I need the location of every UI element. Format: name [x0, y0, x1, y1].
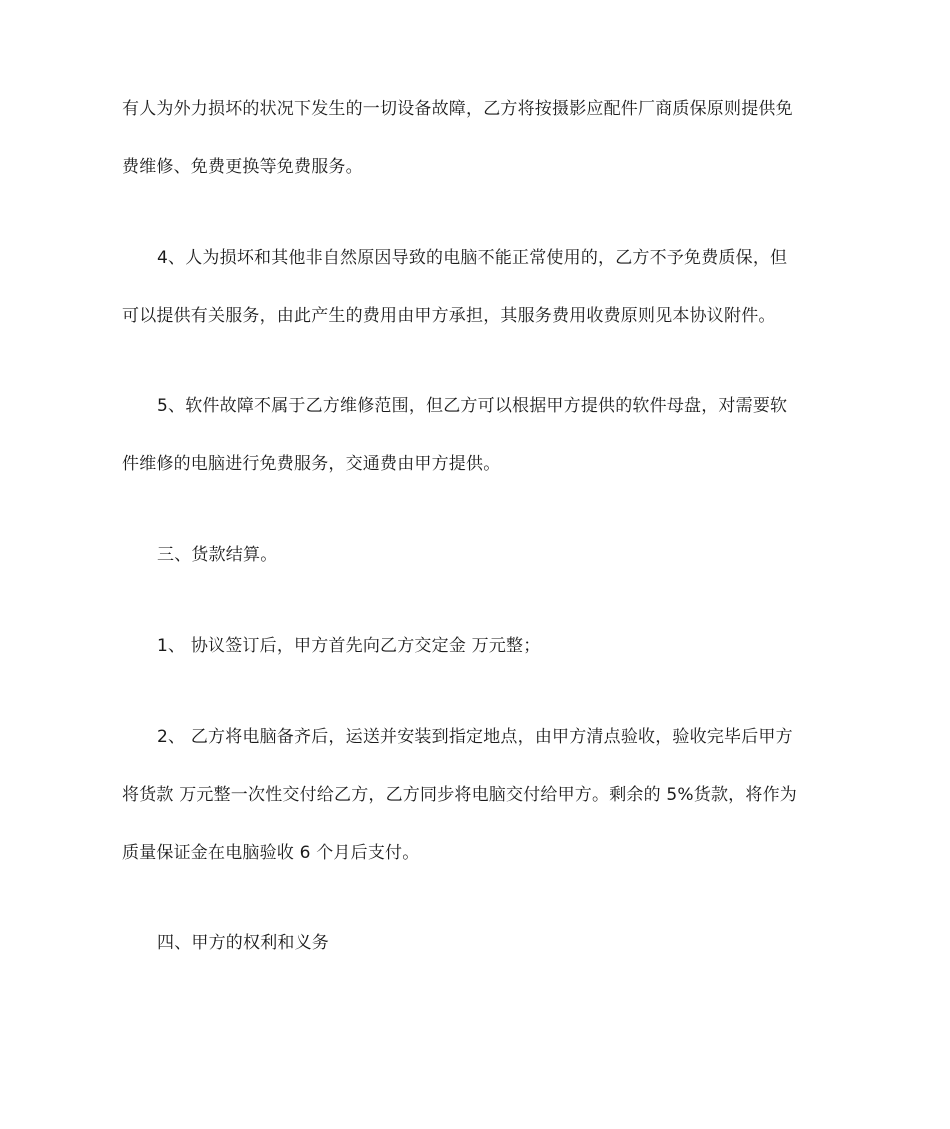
text-line: 件维修的电脑进行免费服务，交通费由甲方提供。 [122, 454, 501, 474]
payment-clause-1: 1、 协议签订后，甲方首先向乙方交定金 万元整； [157, 636, 541, 656]
clause-4-line: 4、人为损坏和其他非自然原因导致的电脑不能正常使用的，乙方不予免费质保，但 [157, 248, 788, 268]
text-line: 有人为外力损坏的状况下发生的一切设备故障，乙方将按摄影应配件厂商质保原则提供免 [122, 99, 793, 119]
payment-clause-2: 2、 乙方将电脑备齐后，运送并安装到指定地点，由甲方清点验收，验收完毕后甲方 [157, 727, 793, 747]
text-line: 可以提供有关服务，由此产生的费用由甲方承担，其服务费用收费原则见本协议附件。 [122, 306, 776, 326]
text-line: 质量保证金在电脑验收 6 个月后支付。 [122, 843, 420, 863]
section-heading-3: 三、货款结算。 [157, 545, 278, 565]
section-heading-4: 四、甲方的权利和义务 [157, 933, 329, 953]
text-line: 费维修、免费更换等免费服务。 [122, 157, 363, 177]
clause-5-line: 5、软件故障不属于乙方维修范围，但乙方可以根据甲方提供的软件母盘，对需要软 [157, 396, 788, 416]
text-line: 将货款 万元整一次性交付给乙方，乙方同步将电脑交付给甲方。剩余的 5%货款，将作为 [122, 785, 797, 805]
